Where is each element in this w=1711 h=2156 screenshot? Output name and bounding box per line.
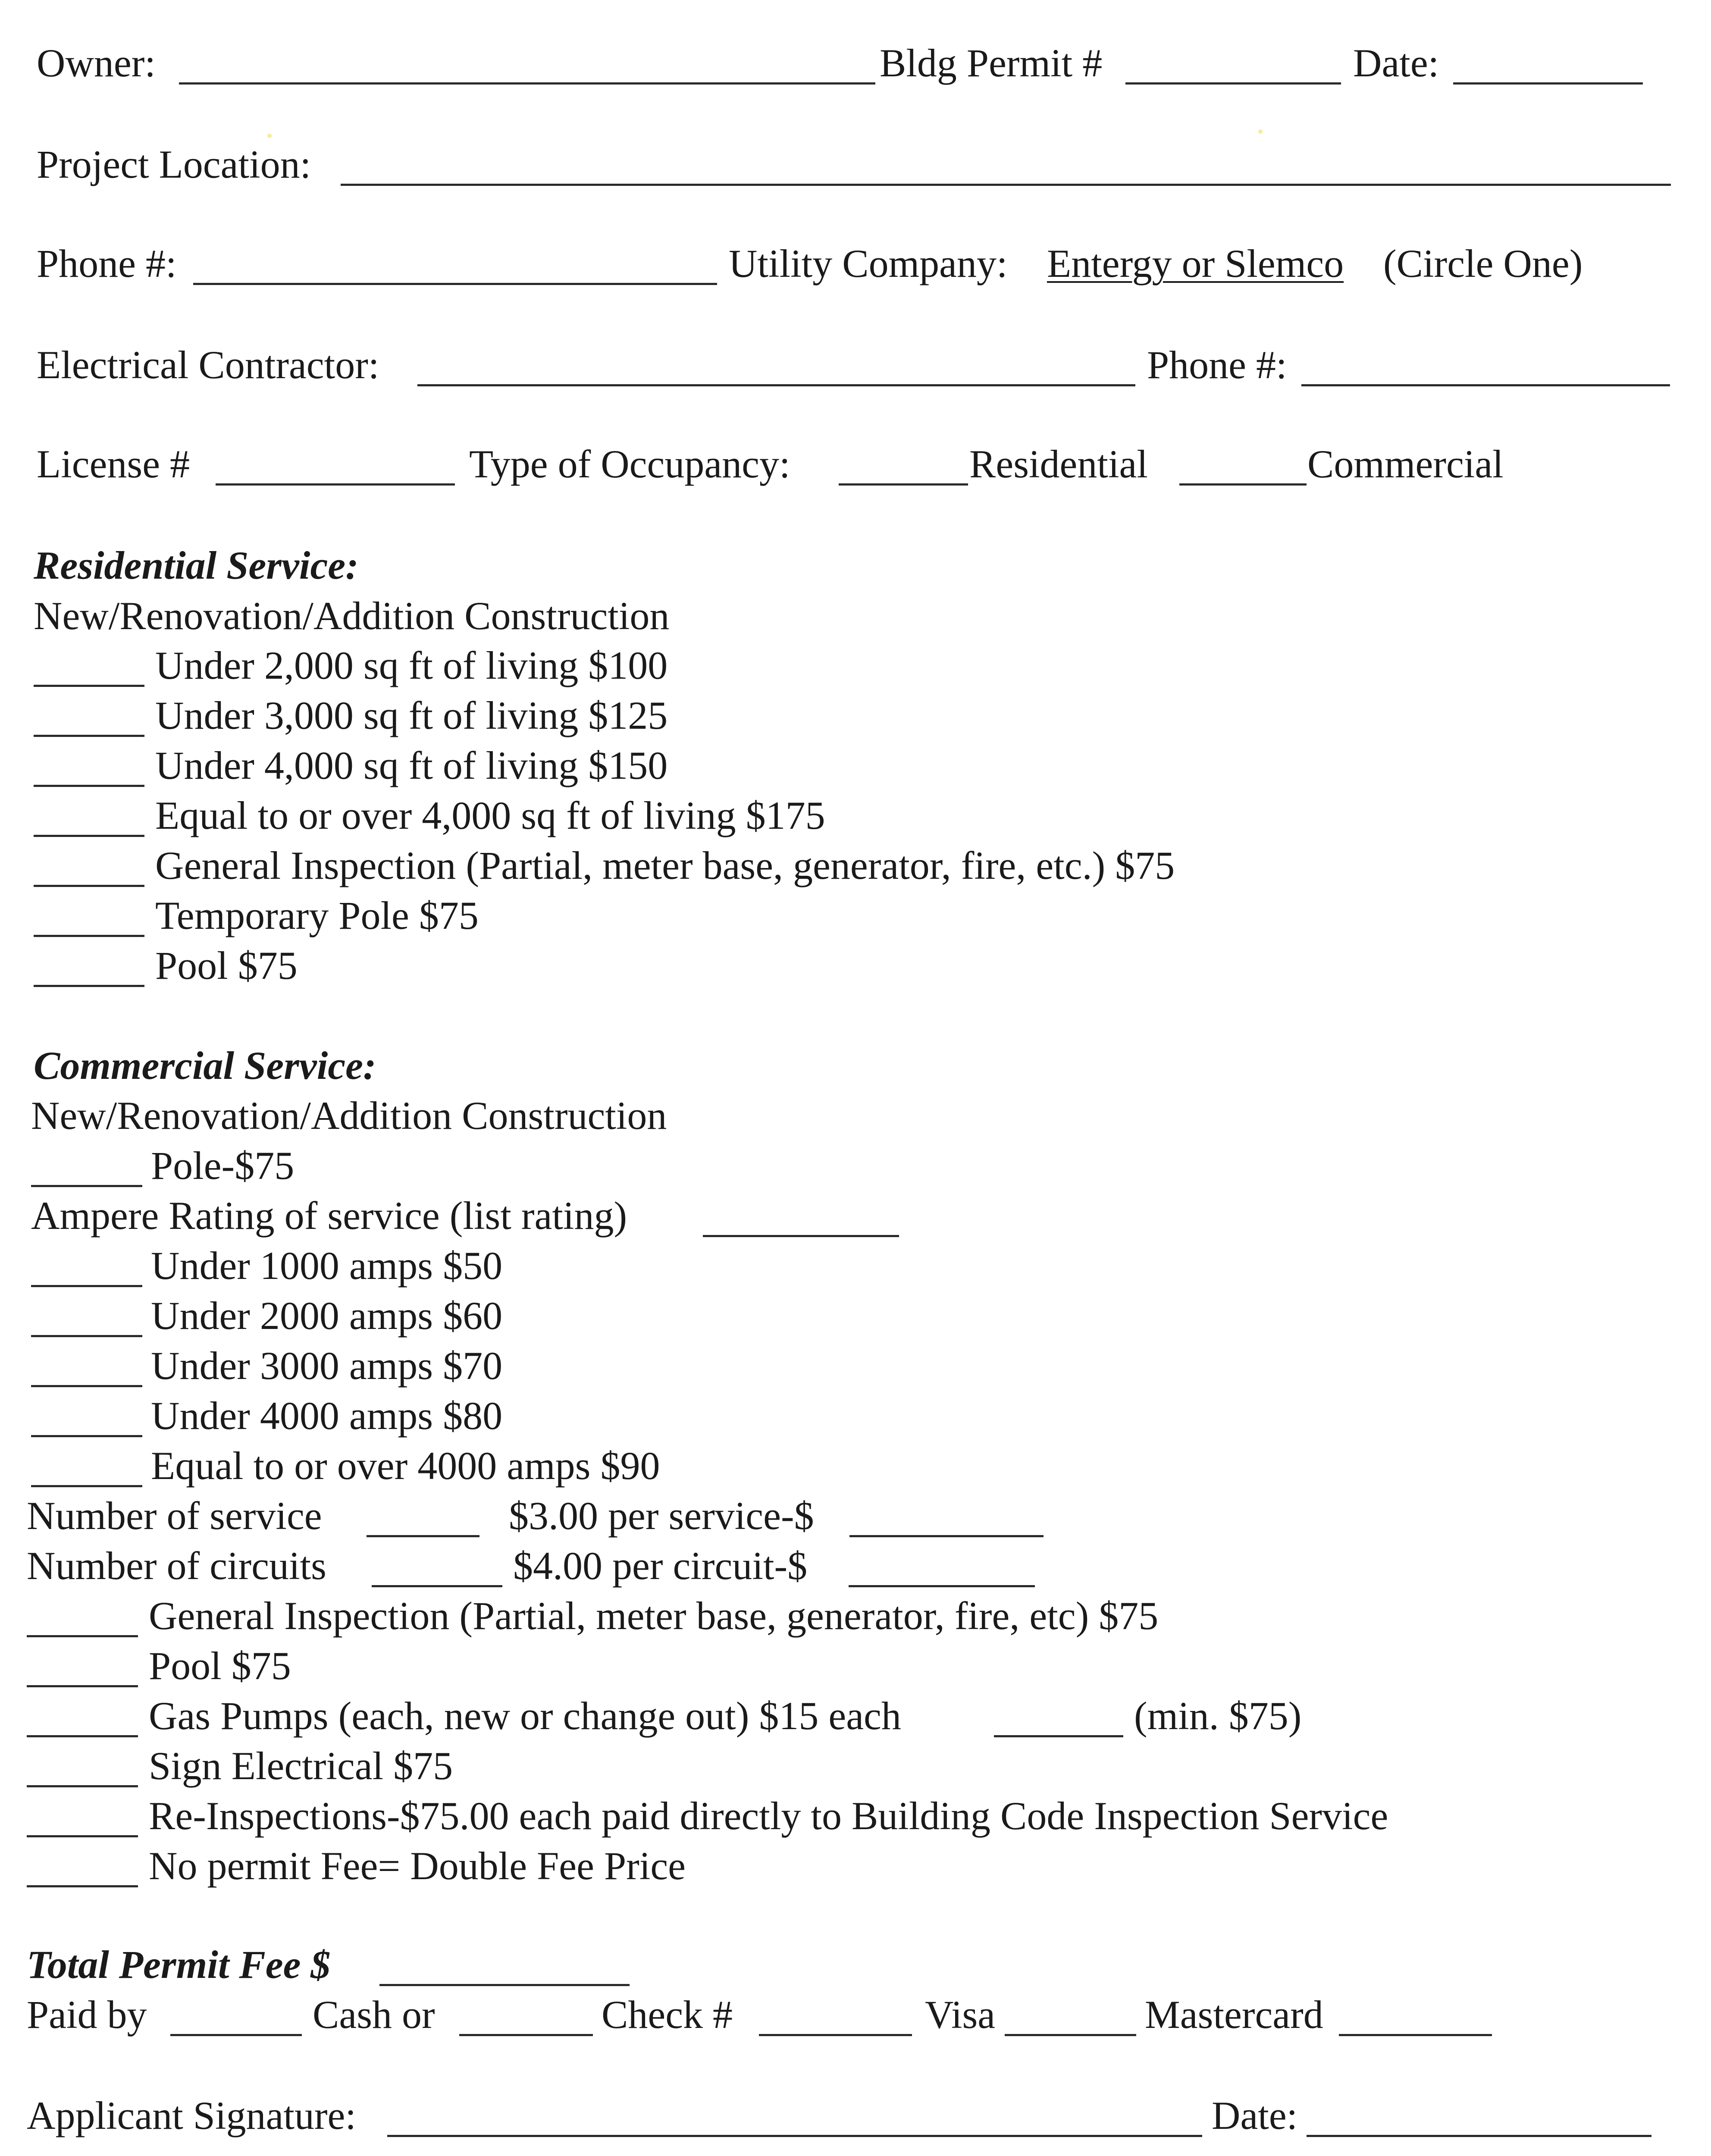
project-location-field[interactable] [341, 184, 1671, 186]
amp-item: Under 3000 amps $70 [151, 1344, 503, 1388]
list-item [0, 1696, 1711, 1743]
checkbox-blank[interactable] [34, 985, 144, 987]
contractor-row [0, 345, 1711, 392]
owner-field[interactable] [179, 82, 875, 85]
list-item [0, 893, 1711, 943]
applicant-signature-field[interactable] [387, 2135, 1202, 2137]
commercial-subtitle-row [0, 1096, 1711, 1143]
commercial-pole: Pole-$75 [151, 1144, 295, 1188]
project-location-row [0, 144, 1711, 192]
per-service-label: $3.00 per service-$ [509, 1494, 814, 1538]
applicant-signature-row [0, 2093, 1711, 2143]
cash-label: Cash or [313, 1993, 435, 2037]
total-permit-fee-label: Total Permit Fee $ [27, 1943, 331, 1987]
ampere-row [0, 1196, 1711, 1243]
checkbox-blank[interactable] [34, 735, 144, 737]
date-field[interactable] [1453, 82, 1643, 85]
occupancy-residential: Residential [969, 442, 1148, 486]
checkbox-blank[interactable] [27, 1785, 138, 1787]
checkbox-blank[interactable] [34, 935, 144, 937]
gas-pumps-count-field[interactable] [994, 1735, 1123, 1737]
contractor-phone-label: Phone #: [1147, 343, 1287, 387]
paper-speck [1258, 129, 1263, 134]
applicant-signature-label: Applicant Signature: [27, 2093, 356, 2137]
commercial-pool: Pool $75 [149, 1644, 291, 1688]
paid-by-row [0, 1995, 1711, 2042]
check-number-field[interactable] [759, 2034, 912, 2036]
utility-options[interactable]: Entergy or Slemco [1047, 241, 1344, 285]
checkbox-blank[interactable] [31, 1435, 142, 1437]
occupancy-commercial-blank[interactable] [1179, 483, 1307, 486]
list-item [0, 1146, 1711, 1193]
checkbox-blank[interactable] [31, 1285, 142, 1287]
list-item [0, 743, 1711, 793]
residential-item: Under 2,000 sq ft of living $100 [155, 643, 668, 687]
utility-company-label: Utility Company: [729, 241, 1008, 285]
checkbox-blank[interactable] [34, 785, 144, 787]
sign-electrical: Sign Electrical $75 [149, 1744, 453, 1788]
electrical-contractor-field[interactable] [417, 384, 1135, 386]
cash-blank[interactable] [170, 2034, 302, 2036]
phone-utility-row [0, 241, 1711, 291]
bldg-permit-field[interactable] [1125, 82, 1341, 85]
commercial-title-row [0, 1046, 1711, 1093]
contractor-phone-field[interactable] [1301, 384, 1670, 386]
list-item [0, 1796, 1711, 1843]
checkbox-blank[interactable] [27, 1885, 138, 1887]
list-item [0, 1296, 1711, 1343]
residential-subtitle-row [0, 596, 1711, 643]
checkbox-blank[interactable] [31, 1385, 142, 1387]
paper-speck [267, 134, 272, 138]
phone-field[interactable] [193, 283, 717, 285]
applicant-date-label: Date: [1212, 2093, 1298, 2137]
mastercard-blank[interactable] [1339, 2034, 1492, 2036]
license-field[interactable] [216, 483, 455, 486]
total-permit-fee-field[interactable] [379, 1984, 630, 1986]
checkbox-blank[interactable] [34, 835, 144, 837]
commercial-title: Commercial Service: [34, 1044, 376, 1087]
list-item [0, 1846, 1711, 1893]
checkbox-blank[interactable] [27, 1835, 138, 1837]
ampere-field[interactable] [703, 1235, 899, 1237]
list-item [0, 843, 1711, 893]
owner-label: Owner: [37, 41, 156, 85]
checkbox-blank[interactable] [27, 1635, 138, 1637]
no-permit-fee: No permit Fee= Double Fee Price [149, 1844, 686, 1888]
applicant-date-field[interactable] [1307, 2135, 1651, 2137]
number-of-service-field[interactable] [367, 1535, 479, 1537]
utility-note: (Circle One) [1383, 241, 1583, 285]
license-label: License # [37, 442, 190, 486]
checkbox-blank[interactable] [31, 1485, 142, 1487]
occupancy-residential-blank[interactable] [839, 483, 968, 486]
per-circuit-label: $4.00 per circuit-$ [513, 1544, 808, 1588]
license-occupancy-row [0, 444, 1711, 492]
list-item [0, 1646, 1711, 1693]
checkbox-blank[interactable] [34, 885, 144, 887]
list-item [0, 1596, 1711, 1643]
residential-item: Under 4,000 sq ft of living $150 [155, 743, 668, 787]
commercial-subtitle: New/Renovation/Addition Construction [31, 1094, 667, 1138]
residential-item: Equal to or over 4,000 sq ft of living $175 [155, 793, 825, 837]
per-circuit-amount-field[interactable] [849, 1585, 1035, 1587]
amp-item: Under 1000 amps $50 [151, 1244, 503, 1288]
project-location-label: Project Location: [37, 142, 311, 186]
number-of-circuits-field[interactable] [372, 1585, 502, 1587]
paid-by-label: Paid by [27, 1993, 147, 2037]
checkbox-blank[interactable] [27, 1685, 138, 1687]
checkbox-blank[interactable] [34, 685, 144, 687]
residential-item: Temporary Pole $75 [155, 893, 479, 937]
list-item [0, 1346, 1711, 1393]
residential-item: Pool $75 [155, 943, 298, 987]
total-row [0, 1945, 1711, 1992]
residential-item: Under 3,000 sq ft of living $125 [155, 693, 668, 737]
visa-label: Visa [925, 1993, 996, 2037]
list-item [0, 1746, 1711, 1793]
list-item [0, 943, 1711, 993]
per-service-amount-field[interactable] [849, 1535, 1044, 1537]
checkbox-blank[interactable] [27, 1735, 138, 1737]
residential-subtitle: New/Renovation/Addition Construction [34, 594, 670, 638]
number-of-circuits-label: Number of circuits [27, 1544, 326, 1588]
bldg-permit-label: Bldg Permit # [880, 41, 1103, 85]
list-item [0, 643, 1711, 693]
service-count-row [0, 1496, 1711, 1543]
reinspections: Re-Inspections-$75.00 each paid directly to Building Code Inspection Service [149, 1794, 1388, 1838]
number-of-service-label: Number of service [27, 1494, 322, 1538]
electrical-contractor-label: Electrical Contractor: [37, 343, 379, 387]
circuit-count-row [0, 1546, 1711, 1593]
owner-row [0, 43, 1711, 91]
phone-label: Phone #: [37, 241, 177, 285]
checkbox-blank[interactable] [31, 1335, 142, 1337]
occupancy-label: Type of Occupancy: [469, 442, 790, 486]
residential-title-row [0, 545, 1711, 593]
list-item [0, 793, 1711, 843]
residential-item: General Inspection (Partial, meter base, generator, fire, etc.) $75 [155, 843, 1175, 887]
commercial-general-inspection: General Inspection (Partial, meter base, generator, fire, etc) $75 [149, 1594, 1159, 1638]
checkbox-blank[interactable] [31, 1185, 142, 1187]
ampere-label: Ampere Rating of service (list rating) [31, 1194, 627, 1238]
list-item [0, 1246, 1711, 1293]
amp-item: Equal to or over 4000 amps $90 [151, 1444, 660, 1488]
gas-pumps-min: (min. $75) [1134, 1694, 1302, 1738]
residential-title: Residential Service: [34, 543, 359, 587]
mastercard-label: Mastercard [1145, 1993, 1323, 2037]
list-item [0, 1396, 1711, 1443]
occupancy-commercial: Commercial [1307, 442, 1504, 486]
gas-pumps: Gas Pumps (each, new or change out) $15 each [149, 1694, 901, 1738]
amp-item: Under 4000 amps $80 [151, 1394, 503, 1438]
check-label: Check # [602, 1993, 733, 2037]
date-label: Date: [1353, 41, 1439, 85]
amp-item: Under 2000 amps $60 [151, 1294, 503, 1338]
visa-blank[interactable] [1005, 2034, 1136, 2036]
check-blank[interactable] [459, 2034, 593, 2036]
list-item [0, 693, 1711, 743]
list-item [0, 1446, 1711, 1493]
